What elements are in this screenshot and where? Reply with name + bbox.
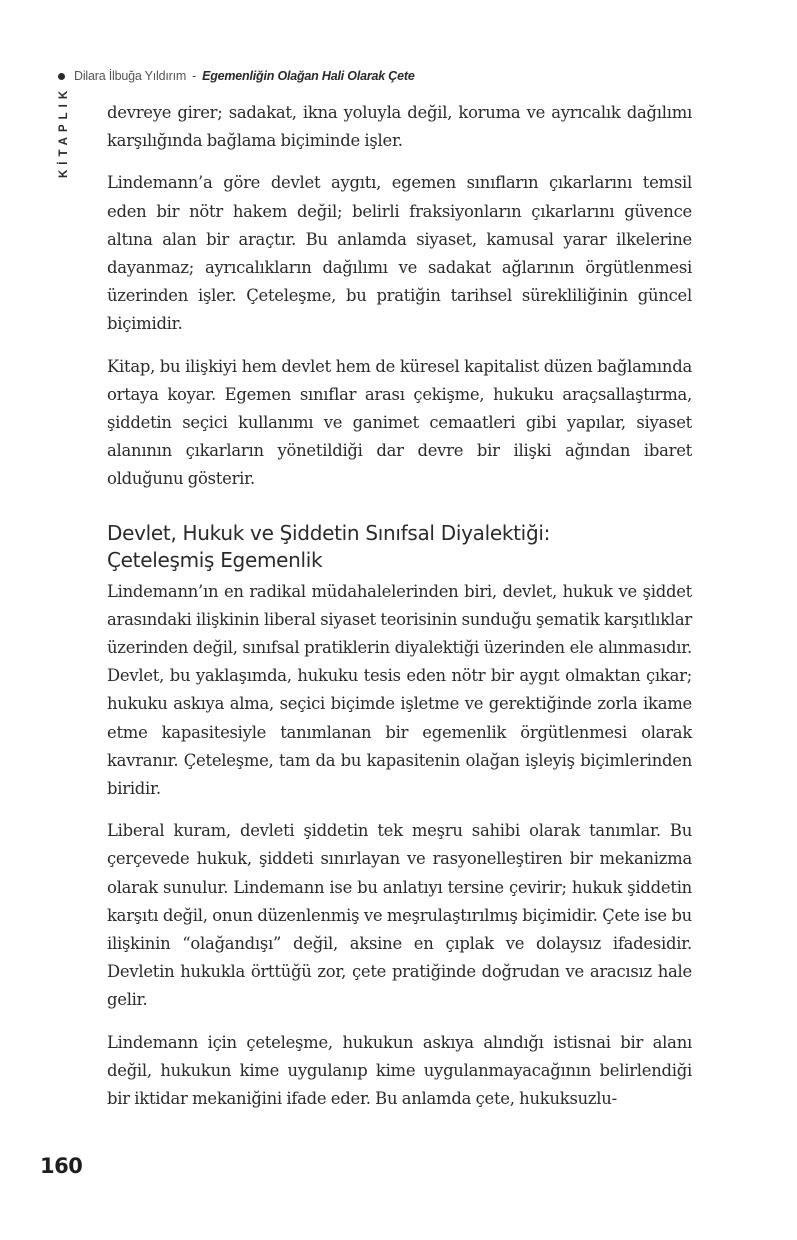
section-heading-line-1: Devlet, Hukuk ve Şiddetin Sınıfsal Diyalektiği: xyxy=(107,520,551,545)
bullet-icon xyxy=(58,73,65,80)
page-body xyxy=(107,99,692,1127)
header-author: Dilara İlbuğa Yıldırım xyxy=(74,69,187,83)
running-header xyxy=(58,66,415,86)
section-heading xyxy=(107,520,692,574)
paragraph: devreye girer; sadakat, ikna yoluyla değil, koruma ve ayrıcalık dağılımı karşılığında bağlama biçiminde işler. xyxy=(107,103,692,151)
header-separator: - xyxy=(192,69,197,83)
paragraph: Liberal kuram, devleti şiddetin tek meşru sahibi olarak tanımlar. Bu çerçevede hukuk, şiddeti sınırlayan ve rasyonelleştiren bir mekanizma olarak sunulur. Lindemann ise bu anlatıyı tersine çevirir; hukuk şiddetin karşıtı değil, onun düzenlenmiş ve meşrulaştırılmış biçimidir. Çete ise bu ilişkinin “olağandışı” değil, aksine en çıplak ve dolaysız ifadesidir. Devletin hukukla örttüğü zor, çete pratiğinde doğrudan ve aracısız hale gelir. xyxy=(107,821,692,1010)
side-label: KİTAPLIK xyxy=(58,85,70,178)
section-heading-line-2: Çeteleşmiş Egemenlik xyxy=(107,547,323,572)
paragraph: Lindemann’ın en radikal müdahalelerinden biri, devlet, hukuk ve şiddet arasındaki ilişkinin liberal siyaset teorisinin sunduğu şematik karşıtlıklar üzerinden değil, sınıfsal pratiklerin diyalektiği üzerinden ele alınmasıdır. Devlet, bu yaklaşımda, hukuku tesis eden nötr bir aygıt olmaktan çıkar; hukuku askıya alma, seçici biçimde işletme ve gerektiğinde zorla ikame etme kapasitesiyle tanımlanan bir egemenlik örgütlenmesi olarak kavranır. Çeteleşme, tam da bu kapasitenin olağan işleyiş biçimlerinden biridir. xyxy=(107,581,692,799)
paragraph: Lindemann için çeteleşme, hukukun askıya alındığı istisnai bir alanı değil, hukukun kime uygulanıp kime uygulanmayacağının belirlendiği bir iktidar mekaniğini ifade eder. Bu anlamda çete, hukuksuzlu- xyxy=(107,1032,692,1109)
paragraph: Kitap, bu ilişkiyi hem devlet hem de küresel kapitalist düzen bağlamında ortaya koyar. Egemen sınıflar arası çekişme, hukuku araçsallaştırma, şiddetin seçici kullanımı ve ganimet cemaatleri gibi yapılar, siyaset alanının çıkarların yönetildiği dar devre bir ilişki ağından ibaret olduğunu gösterir. xyxy=(107,356,692,489)
page-number: 160 xyxy=(40,1154,83,1178)
paragraph: Lindemann’a göre devlet aygıtı, egemen sınıfların çıkarlarını temsil eden bir nötr hakem değil; belirli fraksiyonların çıkarlarını güvence altına alan bir araçtır. Bu anlamda siyaset, kamusal yarar ilkelerine dayanmaz; ayrıcalıkların dağılımı ve sadakat ağlarının örgütlenmesi üzerinden işler. Çeteleşme, bu pratiğin tarihsel sürekliliğinin güncel biçimidir. xyxy=(107,173,692,334)
header-title: Egemenliğin Olağan Hali Olarak Çete xyxy=(202,69,415,83)
